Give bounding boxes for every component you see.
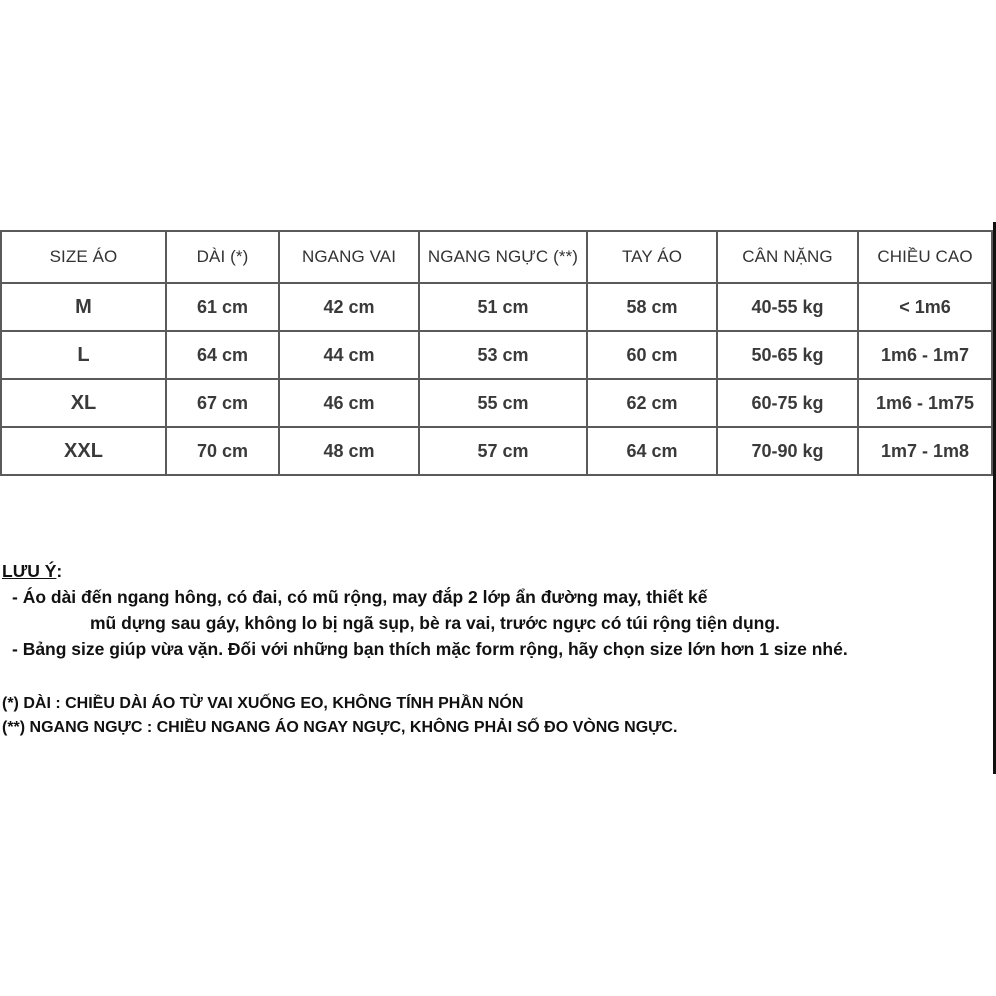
shoulder-cell: 46 cm (279, 379, 419, 427)
height-cell: 1m6 - 1m7 (858, 331, 992, 379)
sleeve-cell: 62 cm (587, 379, 717, 427)
sleeve-cell: 58 cm (587, 283, 717, 331)
weight-cell: 50-65 kg (717, 331, 858, 379)
footnote-length: (*) DÀI : CHIỀU DÀI ÁO TỪ VAI XUỐNG EO, KHÔNG TÍNH PHẦN NÓN (2, 695, 524, 712)
table-row (1, 331, 992, 379)
size-chart-table (0, 230, 993, 476)
size-cell: M (1, 283, 166, 331)
shoulder-cell: 48 cm (279, 427, 419, 475)
length-cell: 70 cm (166, 427, 279, 475)
note-item-sizing: - Bảng size giúp vừa vặn. Đối với những bạn thích mặc form rộng, hãy chọn size lớn hơn 1 size nhé. (12, 639, 848, 659)
notes-heading-line (2, 558, 848, 584)
shoulder-cell: 44 cm (279, 331, 419, 379)
size-cell: XL (1, 379, 166, 427)
size-cell: XXL (1, 427, 166, 475)
chest-cell: 57 cm (419, 427, 587, 475)
chest-cell: 51 cm (419, 283, 587, 331)
table-row (1, 283, 992, 331)
length-cell: 61 cm (166, 283, 279, 331)
weight-cell: 40-55 kg (717, 283, 858, 331)
table-row (1, 379, 992, 427)
chest-cell: 55 cm (419, 379, 587, 427)
size-cell: L (1, 331, 166, 379)
footnotes-section (2, 692, 677, 740)
header-chest-width: NGANG NGỰC (**) (419, 231, 587, 283)
header-size: SIZE ÁO (1, 231, 166, 283)
header-height: CHIỀU CAO (858, 231, 992, 283)
shoulder-cell: 42 cm (279, 283, 419, 331)
weight-cell: 60-75 kg (717, 379, 858, 427)
weight-cell: 70-90 kg (717, 427, 858, 475)
header-sleeve: TAY ÁO (587, 231, 717, 283)
notes-heading-colon: : (56, 561, 63, 581)
header-shoulder-width: NGANG VAI (279, 231, 419, 283)
sleeve-cell: 64 cm (587, 427, 717, 475)
height-cell: 1m6 - 1m75 (858, 379, 992, 427)
length-cell: 67 cm (166, 379, 279, 427)
header-weight: CÂN NẶNG (717, 231, 858, 283)
note-item-product: - Áo dài đến ngang hông, có đai, có mũ rộng, may đắp 2 lớp ẩn đường may, thiết kế (12, 587, 708, 607)
header-length: DÀI (*) (166, 231, 279, 283)
chest-cell: 53 cm (419, 331, 587, 379)
sleeve-cell: 60 cm (587, 331, 717, 379)
height-cell: < 1m6 (858, 283, 992, 331)
notes-heading: LƯU Ý (2, 561, 57, 581)
footnote-chest: (**) NGANG NGỰC : CHIỀU NGANG ÁO NGAY NGỰC, KHÔNG PHẢI SỐ ĐO VÒNG NGỰC. (2, 719, 678, 736)
length-cell: 64 cm (166, 331, 279, 379)
notes-section (2, 558, 848, 662)
table-header-row (1, 231, 992, 283)
height-cell: 1m7 - 1m8 (858, 427, 992, 475)
table-row (1, 427, 992, 475)
note-item-product-continued: mũ dựng sau gáy, không lo bị ngã sụp, bè ra vai, trước ngực có túi rộng tiện dụng. (90, 613, 780, 633)
